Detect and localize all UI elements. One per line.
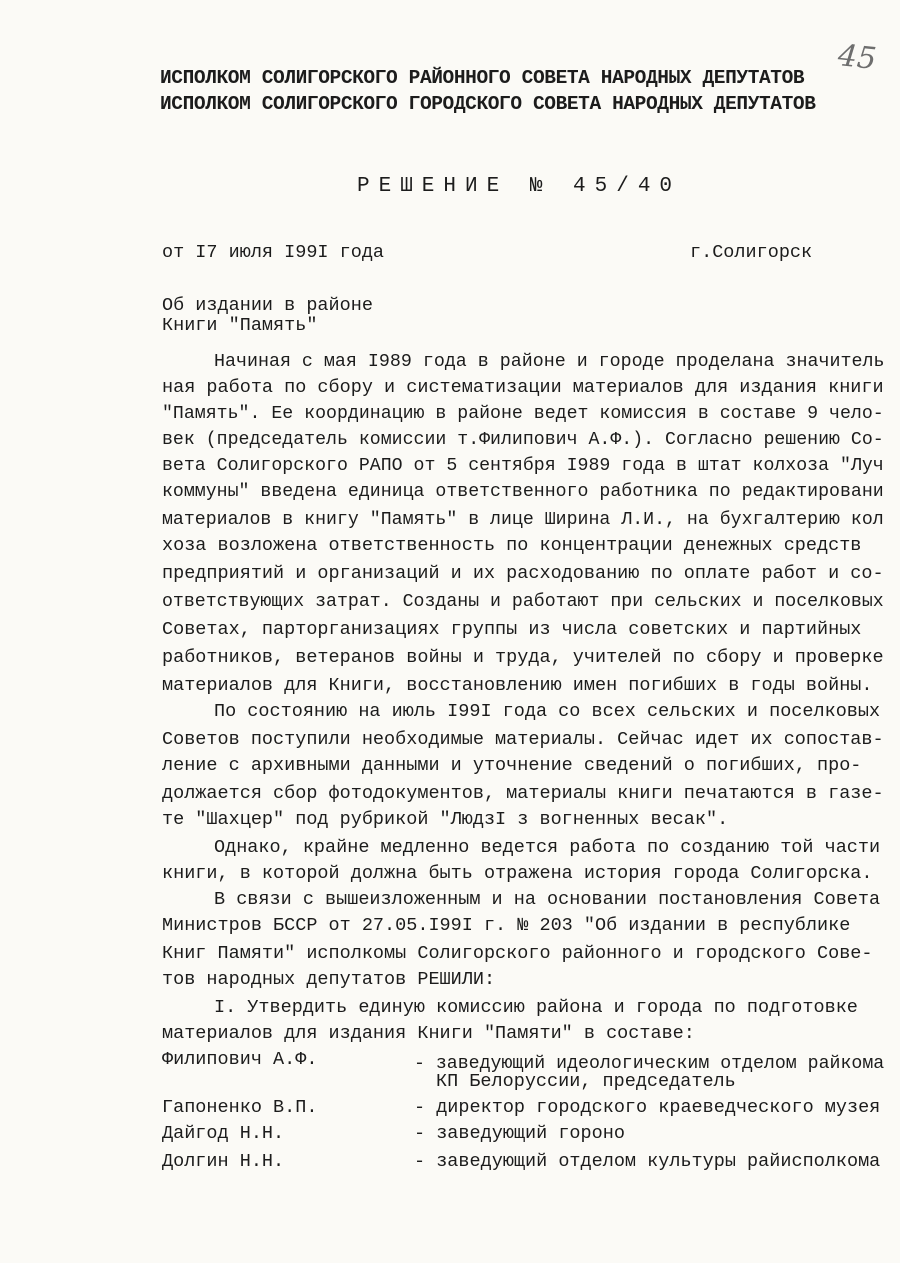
header-line-2: ИСПОЛКОМ СОЛИГОРСКОГО ГОРОДСКОГО СОВЕТА НАРОДНЫХ ДЕПУТАТОВ: [160, 93, 816, 115]
body-line: ная работа по сбору и систематизации материалов для издания книги: [162, 377, 884, 398]
body-line: вета Солигорского РАПО от 5 сентября I989 года в штат колхоза "Луч: [162, 455, 884, 476]
member-role: - директор городского краеведческого музея: [414, 1097, 881, 1118]
member-name: Филипович А.Ф.: [162, 1049, 318, 1070]
member-role: - заведующий гороно: [414, 1123, 625, 1144]
document-place: г.Солигорск: [690, 242, 813, 263]
body-line: Книг Памяти" исполкомы Солигорского районного и городского Сове-: [162, 943, 873, 964]
member-role: - заведующий идеологическим отделом райкома: [414, 1053, 885, 1074]
member-role: - заведующий отделом культуры райисполкома: [414, 1151, 881, 1172]
body-line: материалов для издания Книги "Памяти" в составе:: [162, 1023, 695, 1044]
handwritten-page-number: 45: [836, 38, 878, 77]
body-line: По состоянию на июль I99I года со всех сельских и поселковых: [214, 701, 881, 722]
body-line: предприятий и организаций и их расходованию по оплате работ и со-: [162, 563, 884, 584]
body-line: Советах, парторганизациях группы из числа советских и партийных: [162, 619, 862, 640]
document-title: РЕШЕНИЕ № 45/40: [357, 175, 682, 198]
body-line: хоза возложена ответственность по концентрации денежных средств: [162, 535, 862, 556]
body-line: Советов поступили необходимые материалы. Сейчас идет их сопостав-: [162, 729, 884, 750]
document-date: от I7 июля I99I года: [162, 242, 385, 263]
member-role-continued: КП Белоруссии, председатель: [436, 1071, 736, 1092]
body-line: Министров БССР от 27.05.I99I г. № 203 "Об издании в республике: [162, 915, 851, 936]
body-line: коммуны" введена единица ответственного работника по редактировани: [162, 481, 884, 502]
body-line: тов народных депутатов РЕШИЛИ:: [162, 969, 496, 990]
body-line: работников, ветеранов войны и труда, учителей по сбору и проверке: [162, 647, 884, 668]
body-line: Начиная с мая I989 года в районе и городе проделана значитель: [214, 351, 885, 372]
body-line: I. Утвердить единую комиссию района и города по подготовке: [214, 997, 858, 1018]
member-name: Гапоненко В.П.: [162, 1097, 318, 1118]
subject-line-1: Об издании в районе: [162, 295, 373, 316]
body-line: ление с архивными данными и уточнение сведений о погибших, про-: [162, 755, 862, 776]
body-line: ответствующих затрат. Созданы и работают при сельских и поселковых: [162, 591, 884, 612]
body-line: век (председатель комиссии т.Филипович А.Ф.). Согласно решению Со-: [162, 429, 884, 450]
subject-line-2: Книги "Память": [162, 315, 318, 336]
body-line: В связи с вышеизложенным и на основании постановления Совета: [214, 889, 881, 910]
body-line: те "Шахцер" под рубрикой "ЛюдзI з вогненных весак".: [162, 809, 729, 830]
member-name: Долгин Н.Н.: [162, 1151, 285, 1172]
body-line: книги, в которой должна быть отражена история города Солигорска.: [162, 863, 873, 884]
body-line: материалов в книгу "Память" в лице Ширина Л.И., на бухгалтерию кол: [162, 509, 884, 530]
body-line: должается сбор фотодокументов, материалы книги печатаются в газе-: [162, 783, 884, 804]
body-line: Однако, крайне медленно ведется работа по созданию той части: [214, 837, 881, 858]
body-line: материалов для Книги, восстановлению имен погибших в годы войны.: [162, 675, 873, 696]
body-line: "Память". Ее координацию в районе ведет комиссия в составе 9 чело-: [162, 403, 884, 424]
member-name: Дайгод Н.Н.: [162, 1123, 285, 1144]
header-line-1: ИСПОЛКОМ СОЛИГОРСКОГО РАЙОННОГО СОВЕТА НАРОДНЫХ ДЕПУТАТОВ: [160, 67, 805, 89]
